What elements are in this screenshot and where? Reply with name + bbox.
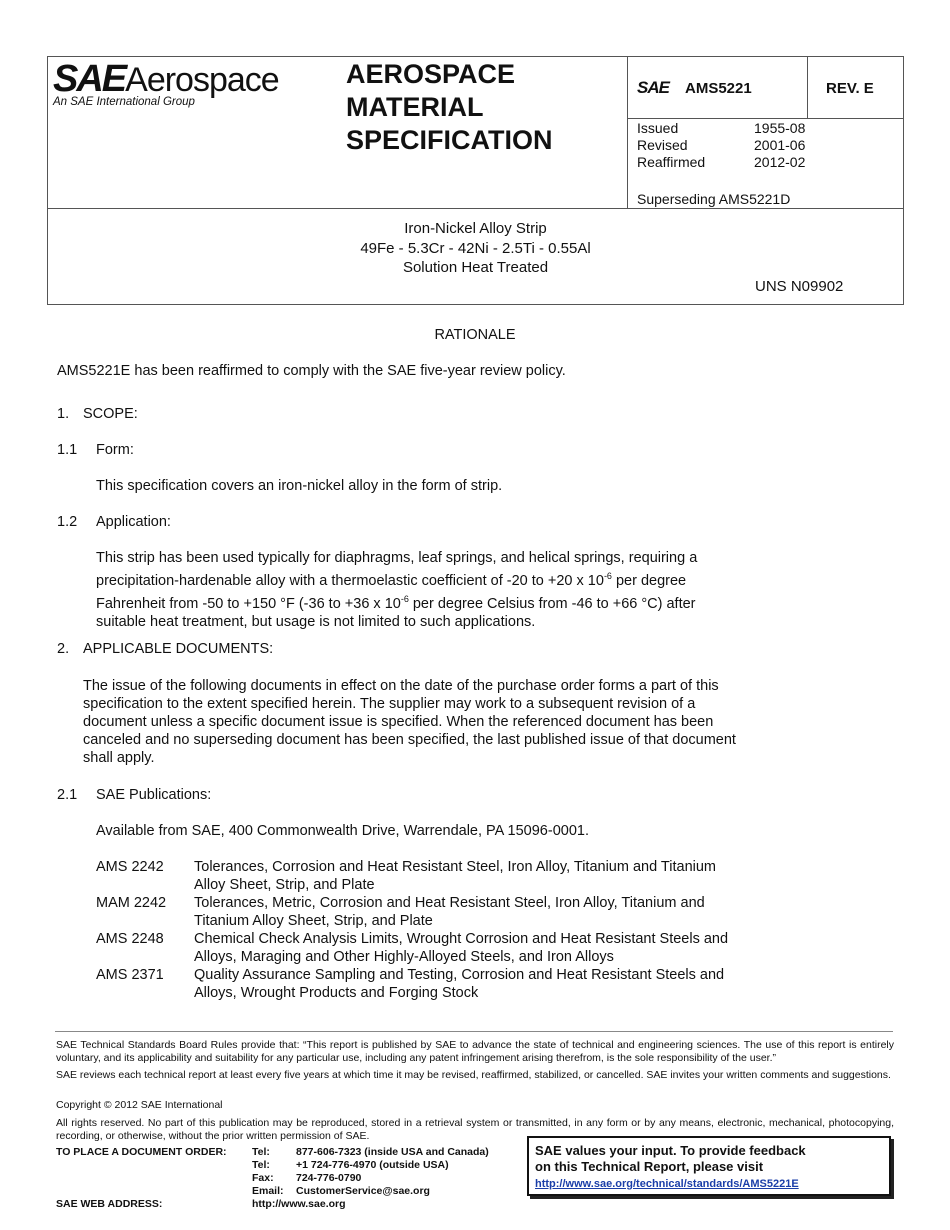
tel-usa: 877-606-7323 (inside USA and Canada): [296, 1146, 489, 1158]
email-address[interactable]: CustomerService@sae.org: [296, 1185, 430, 1197]
web-label: SAE WEB ADDRESS:: [56, 1198, 163, 1210]
fax-label: Fax:: [252, 1172, 274, 1184]
uns-number: UNS N09902: [755, 278, 844, 295]
header-divider: [627, 118, 904, 119]
section-number: 1.2: [57, 514, 78, 530]
reference-list: [96, 858, 796, 1002]
rationale-text: AMS5221E has been reaffirmed to comply with the SAE five-year review policy.: [57, 363, 566, 379]
revised-label: Revised: [637, 137, 688, 153]
list-item: AMS 2371 Quality Assurance Sampling and Testing, Corrosion and Heat Resistant Steels and Alloys, Wrought Products and Forging Stock: [96, 967, 725, 1001]
superseding: Superseding AMS5221D: [637, 191, 791, 207]
logo-sae-text: SAE: [53, 58, 126, 100]
footer-review-text: SAE reviews each technical report at least every five years at which time it may be revised, reaffirmed, stabilized, or cancelled. SAE invites your written comments and suggestions.: [56, 1069, 891, 1081]
rationale-heading: RATIONALE: [434, 327, 516, 343]
feedback-text: on this Technical Report, please visit: [535, 1159, 764, 1174]
footer-rules-text: SAE Technical Standards Board Rules provide that: “This report is published by SAE to advance the state of technical and engineering sciences. The use of this report is entirely voluntary, and its applicability and suitability for any particular use, including any patent infringement arising therefrom, is the sole responsibility of the user.”: [56, 1039, 894, 1064]
paragraph: This strip has been used typically for diaphragms, leaf springs, and helical springs, requiring a precipitation-hardenable alloy with a thermoelastic coefficient of -20 to +20 x $10^{-6}$ per degree Fahrenheit from -50 to +150 °F (-36 to +36 x $10^{-6}$ per degree Celsius from -46 to +66 °C) after suitable heat treatment, but usage is not limited to such applications.: [96, 550, 698, 630]
issued-date: 1955-08: [754, 120, 806, 136]
section-title: SAE Publications:: [96, 787, 212, 803]
section-title: Application:: [96, 514, 171, 530]
section-title: APPLICABLE DOCUMENTS:: [83, 641, 274, 657]
reaffirmed-label: Reaffirmed: [637, 154, 706, 170]
logo-tagline: An SAE International Group: [53, 96, 195, 108]
document-type-title: AEROSPACE MATERIAL SPECIFICATION: [346, 59, 553, 155]
revision: REV. E: [826, 80, 874, 97]
header-divider: [807, 56, 808, 118]
tel-intl: +1 724-776-4970 (outside USA): [296, 1159, 449, 1171]
tel-label: Tel:: [252, 1146, 270, 1158]
revised-date: 2001-06: [754, 137, 806, 153]
section-number: 2.1: [57, 787, 78, 803]
header-divider: [47, 208, 904, 209]
footer-rule: [55, 1031, 893, 1032]
paragraph: This specification covers an iron-nickel alloy in the form of strip.: [96, 478, 503, 494]
doc-number: AMS5221: [685, 80, 752, 97]
section-number: 1.: [57, 406, 70, 422]
header-divider: [627, 56, 628, 209]
material-title: Iron-Nickel Alloy Strip 49Fe - 5.3Cr - 42Ni - 2.5Ti - 0.55Al Solution Heat Treated: [360, 220, 591, 276]
footer-rights-text: All rights reserved. No part of this publication may be reproduced, stored in a retrieval system or transmitted, in any form or by any means, electronic, mechanical, photocopying, recording, or otherwise, without the prior written permission of SAE.: [56, 1117, 894, 1142]
copyright: Copyright © 2012 SAE International: [56, 1099, 223, 1111]
list-item: AMS 2242 Tolerances, Corrosion and Heat Resistant Steel, Iron Alloy, Titanium and Titanium Alloy Sheet, Strip, and Plate: [96, 859, 716, 893]
issued-label: Issued: [637, 120, 679, 136]
order-label: TO PLACE A DOCUMENT ORDER:: [56, 1146, 227, 1158]
feedback-box: [527, 1136, 891, 1196]
tel-label: Tel:: [252, 1159, 270, 1171]
list-item: AMS 2248 Chemical Check Analysis Limits, Wrought Corrosion and Heat Resistant Steels and Alloys, Maraging and Other Highly-Alloyed Steels, and Iron Alloys: [96, 931, 729, 965]
list-item: MAM 2242 Tolerances, Metric, Corrosion and Heat Resistant Steel, Iron Alloy, Titanium and Titanium Alloy Sheet, Strip, and Plate: [96, 895, 705, 929]
email-label: Email:: [252, 1185, 284, 1197]
fax-number: 724-776-0790: [296, 1172, 362, 1184]
logo-aerospace-text: Aerospace: [125, 61, 279, 99]
section-number: 2.: [57, 641, 70, 657]
feedback-text: SAE values your input. To provide feedback: [535, 1143, 806, 1158]
paragraph: Available from SAE, 400 Commonwealth Drive, Warrendale, PA 15096-0001.: [96, 823, 589, 839]
section-title: Form:: [96, 442, 134, 458]
web-address[interactable]: http://www.sae.org: [252, 1198, 346, 1210]
reaffirmed-date: 2012-02: [754, 154, 806, 170]
paragraph: The issue of the following documents in effect on the date of the purchase order forms a part of this specification to the extent specified herein. The supplier may work to a subsequent revision of a document unless a specific document issue is specified. When the referenced document has been canceled and no superseding document has been specified, the last published issue of that document shall apply.: [83, 678, 736, 766]
feedback-link[interactable]: http://www.sae.org/technical/standards/AMS5221E: [535, 1178, 799, 1190]
sae-small-logo: SAE: [637, 78, 669, 97]
sae-aerospace-logo: [53, 58, 279, 101]
section-title: SCOPE:: [83, 406, 138, 422]
section-number: 1.1: [57, 442, 78, 458]
